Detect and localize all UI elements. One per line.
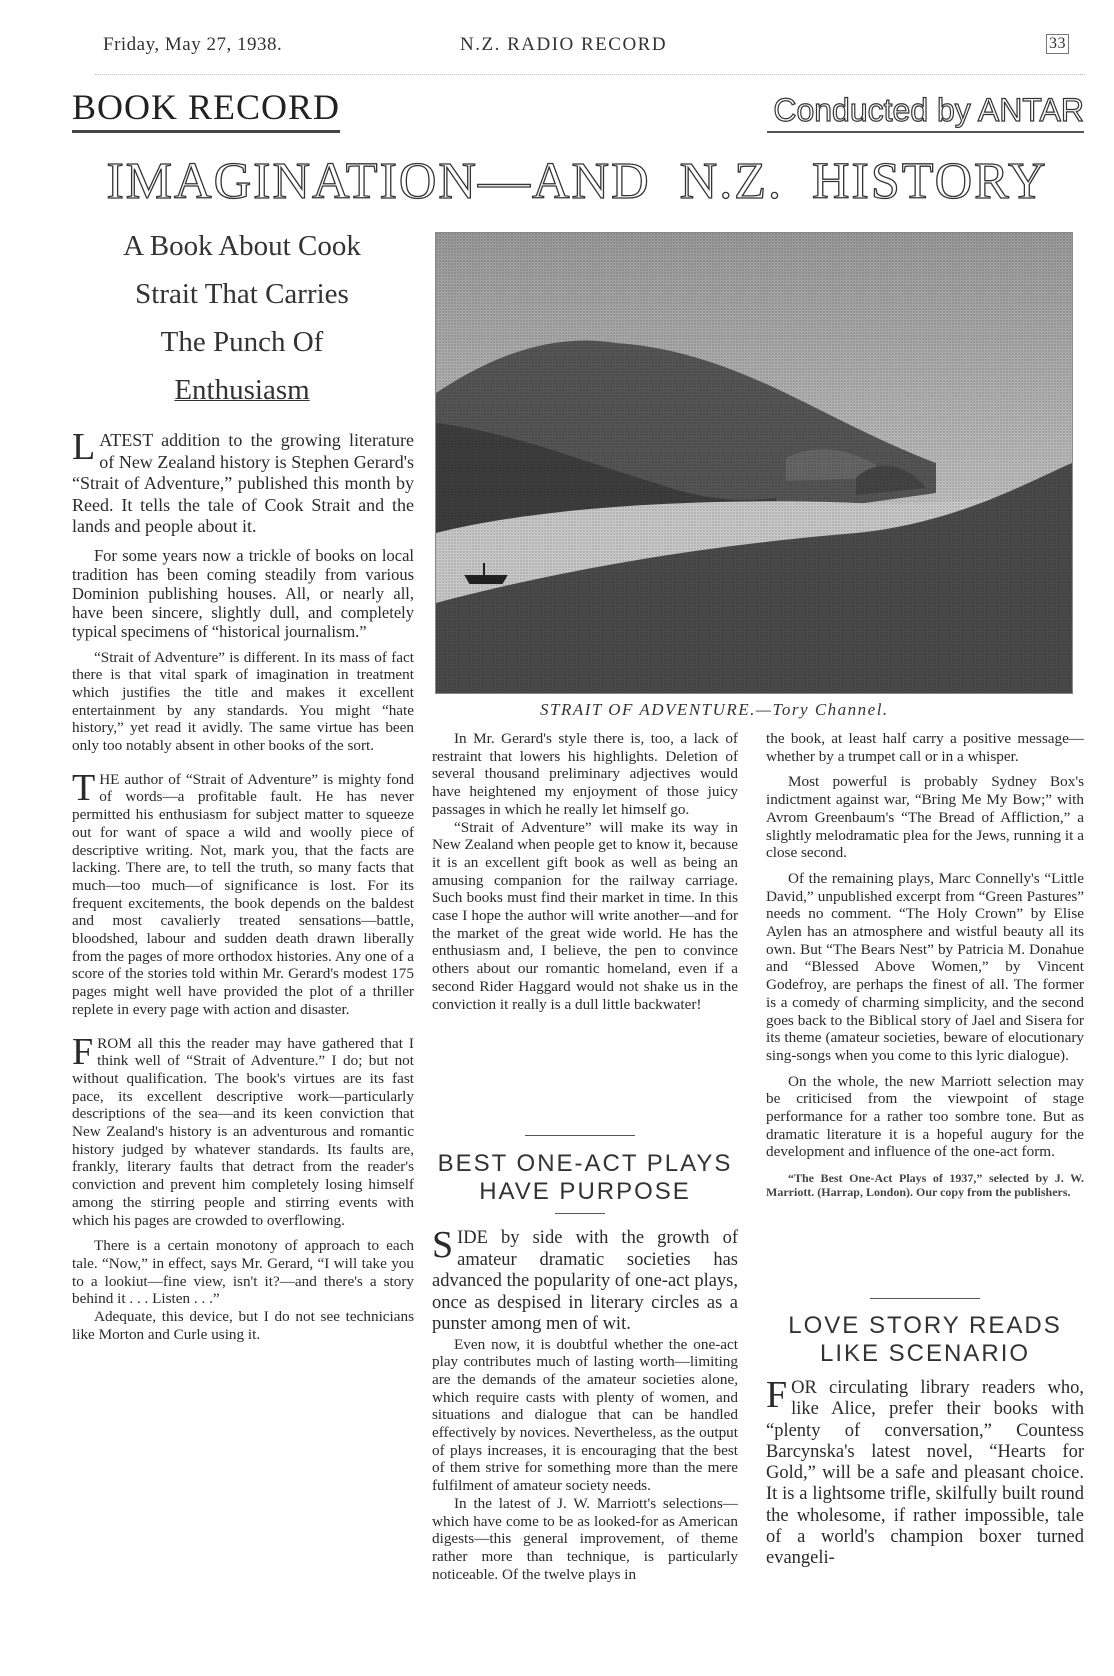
page-headline: IMAGINATION—AND N.Z. HISTORY bbox=[106, 153, 1048, 210]
article-column-right bbox=[766, 730, 1084, 1199]
paragraph: THE author of “Strait of Adventure” is mighty fond of words—a profitable fault. He has never permitted his enthusiasm for subject matter to squeeze out for want of space a wild and woolly piece of descriptive writing. Not, mark you, that the facts are lacking. There are, to tell the truth, so many facts that much—too much—of significance is lost. For its frequent excitements, the book depends on the baldest and most cavalierly treated sensations—battle, bloodshed, labour and sudden death drawn liberally from the pages of more orthodox histories. Any one of a score of the stories told within Mr. Gerard's modest 175 pages might well have provided the plot of a thriller replete in every page with action and disaster. bbox=[72, 766, 414, 1018]
tory-channel-illustration bbox=[436, 233, 1072, 693]
article-headline: LOVE STORY READS LIKE SCENARIO bbox=[788, 1312, 1062, 1367]
photo-caption: STRAIT OF ADVENTURE.—Tory Channel. bbox=[540, 700, 889, 719]
book-citation: “The Best One-Act Plays of 1937,” selected by J. W. Marriott. (Harrap, London). Our copy from the publishers. bbox=[766, 1171, 1084, 1200]
subtitle-line: Enthusiasm bbox=[174, 374, 310, 406]
drop-cap: F bbox=[72, 1030, 94, 1073]
paragraph: In Mr. Gerard's style there is, too, a lack of restraint that lowers his highlights. Deletion of several thousand preliminary adjectives would have heightened my enjoyment of those juicy passages in which he really let himself go. bbox=[432, 730, 738, 818]
subtitle-line: Strait That Carries bbox=[135, 278, 349, 310]
paragraph: On the whole, the new Marriott selection may be criticised from the viewpoint of stage performance for a rather too sombre tone. But as dramatic literature it is a hopeful augury for the development and influence of the one-act form. bbox=[766, 1072, 1084, 1161]
landscape-photo bbox=[435, 232, 1073, 694]
article-column-middle bbox=[432, 730, 738, 1013]
article-column-right-lower bbox=[766, 1374, 1084, 1570]
article-subtitle bbox=[72, 222, 412, 414]
page-number: 33 bbox=[1046, 34, 1069, 54]
paragraph: Even now, it is doubtful whether the one-act play contributes much of lasting worth—limiting are the demands of the amateur societies alone, which require casts with plenty of women, and situations and dialogue that can be handled effectively by novices. Nevertheless, as the output of plays increases, it is encouraging that the best of them strive for something more than the mere fulfilment of amateur society needs. bbox=[432, 1335, 738, 1495]
drop-cap: S bbox=[432, 1224, 454, 1266]
divider bbox=[525, 1135, 635, 1136]
divider bbox=[870, 1298, 980, 1299]
paragraph: SIDE by side with the growth of amateur dramatic societies has advanced the popularity of one-act plays, once as despised in literary circles as a punster among men of wit. bbox=[432, 1224, 738, 1334]
paragraph: the book, at least half carry a positive message—whether by a trumpet call or in a whisper. bbox=[766, 730, 1084, 765]
paragraph: FOR circulating library readers who, like Alice, prefer their books with “plenty of conversation,” Countess Barcynska's latest novel, “Hearts for Gold,” will be a safe and pleasant choice. It is a lightsome trifle, skilfully built round the wholesome, if rather impossible, tale of a world's champion boxer turned evangeli- bbox=[766, 1374, 1084, 1569]
section-title: BOOK RECORD bbox=[72, 86, 340, 133]
paragraph: There is a certain monotony of approach to each tale. “Now,” in effect, says Mr. Gerard, “I will take you to a lookiut—fine view, isn't it?—and there's a story behind it . . . Listen . . .” bbox=[72, 1237, 414, 1308]
divider bbox=[555, 1213, 605, 1214]
subtitle-line: A Book About Cook bbox=[123, 230, 361, 262]
issue-date: Friday, May 27, 1938. bbox=[103, 34, 283, 55]
article-column-left bbox=[72, 426, 414, 1344]
paragraph: “Strait of Adventure” is different. In its mass of fact there is that vital spark of imagination in treatment which justifies the title and makes it excellent entertainment by any standards. You might “hate history,” yet read it avidly. The same virtue has been only too notably absent in other books of the sort. bbox=[72, 648, 414, 755]
paragraph: Most powerful is probably Sydney Box's indictment against war, “Bring Me My Bow;” with Avrom Greenbaum's “The Bread of Affliction,” a slightly melodramatic plea for the Jews, running it a close second. bbox=[766, 773, 1084, 862]
paragraph: LATEST addition to the growing literature of New Zealand history is Stephen Gerard's “Strait of Adventure,” published this month by Reed. It tells the tale of Cook Strait and the lands and people about it. bbox=[72, 426, 414, 536]
paragraph: Of the remaining plays, Marc Connelly's “Little David,” unpublished excerpt from “Green Pastures” needs no comment. “The Holy Crown” by Elise Aylen has an atmosphere and wistful beauty all its own. But “The Bears Nest” by Patricia M. Donahue and “Blessed Above Women,” by Vincent Godefroy, are perhaps the finest of all. The former is a comedy of charming simplicity, and the second goes back to the Biblical story of Jael and Sisera for its theme (amateur societies, beware of elocutionary sing-songs when you come to this lyric dialogue). bbox=[766, 869, 1084, 1064]
drop-cap: T bbox=[72, 766, 96, 809]
subtitle-line: The Punch Of bbox=[160, 326, 324, 358]
paragraph: For some years now a trickle of books on local tradition has been coming steadily from various Dominion publishing houses. All, or nearly all, have been sincere, slightly dull, and completely typical specimens of “historical journalism.” bbox=[72, 545, 414, 641]
section-editor: Conducted by ANTAR bbox=[767, 92, 1084, 133]
drop-cap: L bbox=[72, 426, 96, 468]
drop-cap: F bbox=[766, 1374, 788, 1416]
paragraph: In the latest of J. W. Marriott's selections—which have come to be as looked-for as American digests—this general improvement, of theme rather more than technique, is particularly noticeable. Of the twelve plays in bbox=[432, 1494, 738, 1583]
paragraph: Adequate, this device, but I do not see technicians like Morton and Curle using it. bbox=[72, 1308, 414, 1343]
paragraph: FROM all this the reader may have gathered that I think well of “Strait of Adventure.” I do; but not without qualification. The book's virtues are its fast pace, its excellent descriptive work—particularly descriptions of the sea—and its keen conviction that New Zealand's history is an adventurous and romantic history judged by whatever standards. Its faults are, frankly, literary faults that detract from the reader's conviction and prevent him completely losing himself among the stirring people and stirring events with which his pages are crowded to overflowing. bbox=[72, 1030, 414, 1229]
article-headline: BEST ONE-ACT PLAYS HAVE PURPOSE bbox=[437, 1150, 733, 1205]
header-divider bbox=[95, 74, 1085, 75]
publication-name: N.Z. RADIO RECORD bbox=[460, 34, 668, 55]
article-column-middle-lower bbox=[432, 1224, 738, 1583]
paragraph: “Strait of Adventure” will make its way in New Zealand when people get to know it, because it is an excellent gift book as well as being an amusing companion for the railway carriage. Such books must find their market in time. In this case I hope the author will write another—and for the market of the great wide world. He has the enthusiasm and, I believe, the pen to convince others about our romantic homeland, even if a second Rider Haggard would not shake us in the conviction it really is a dull little backwater! bbox=[432, 818, 738, 1013]
